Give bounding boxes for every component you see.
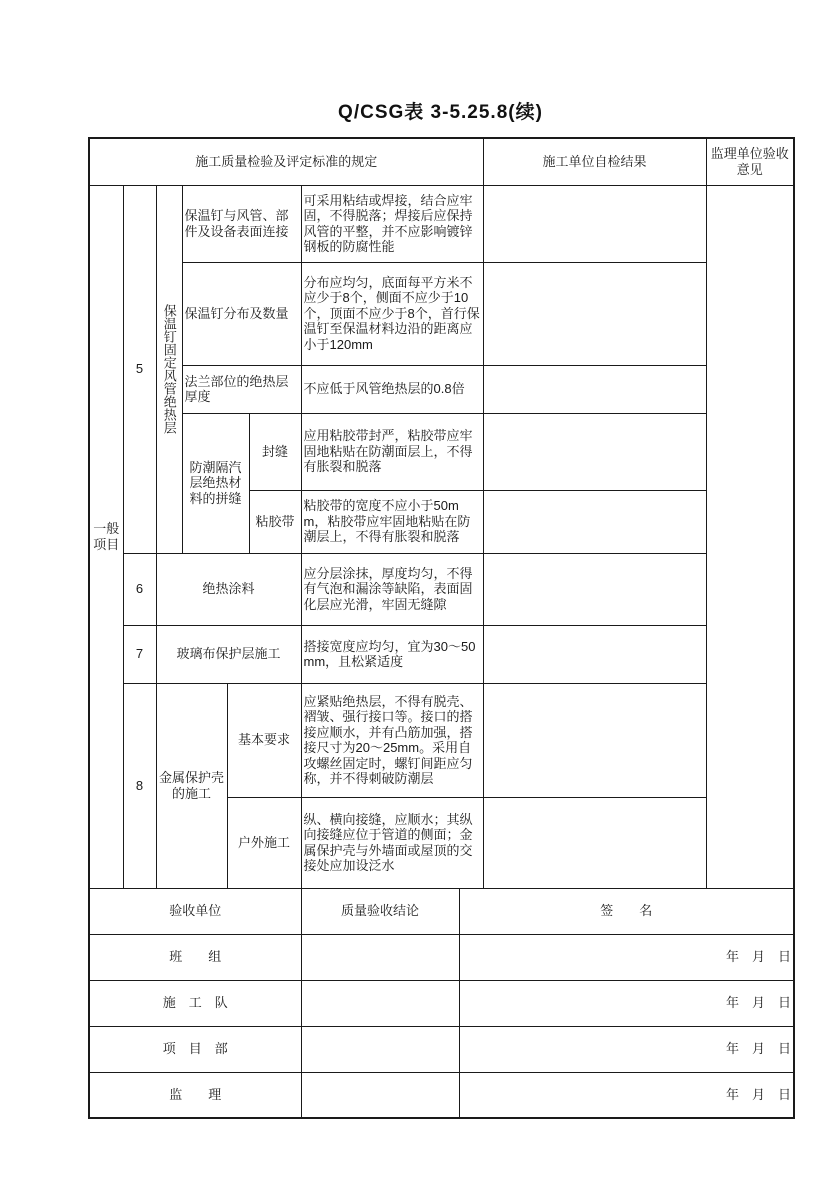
row-5-seal [89, 413, 794, 490]
page-title: Q/CSG表 3-5.25.8(续) [338, 102, 543, 123]
conclusion-cell[interactable] [301, 1072, 459, 1118]
item-5-number: 5 [123, 185, 156, 553]
item-8-number: 8 [123, 683, 156, 888]
criteria-text: 应紧贴绝热层，不得有脱壳、褶皱、强行接口等。接口的搭接应顺水，并有凸筋加强，搭接尺寸为20～25mm。采用自攻螺丝固定时，螺钉间距应匀称，并不得刺破防潮层 [301, 683, 483, 797]
item-7-number: 7 [123, 625, 156, 683]
item-label: 户外施工 [227, 797, 301, 888]
signature-date-cell: 年 月 日 [459, 1072, 794, 1118]
criteria-text: 应用粘胶带封严，粘胶带应牢固地粘贴在防潮面层上，不得有胀裂和脱落 [301, 413, 483, 490]
self-check-cell[interactable] [483, 262, 706, 365]
signature-header: 签 名 [459, 888, 794, 934]
criteria-text: 应分层涂抹，厚度均匀，不得有气泡和漏涂等缺陷，表面固化层应光滑，牢固无缝隙 [301, 553, 483, 625]
item-5-group-label: 保温钉固定风管绝热层 [156, 185, 182, 553]
criteria-text: 粘胶带的宽度不应小于50mm，粘胶带应牢固地粘贴在防潮层上，不得有胀裂和脱落 [301, 490, 483, 553]
unit-label: 班 组 [89, 934, 301, 980]
item-label: 法兰部位的绝热层厚度 [182, 365, 301, 413]
conclusion-header: 质量验收结论 [301, 888, 459, 934]
acceptance-row-team [89, 934, 794, 980]
self-check-cell[interactable] [483, 490, 706, 553]
row-7-glass-cloth [89, 625, 794, 683]
self-check-cell[interactable] [483, 365, 706, 413]
self-check-column-header: 施工单位自检结果 [483, 138, 706, 185]
row-5-connection [89, 185, 794, 262]
self-check-cell[interactable] [483, 553, 706, 625]
acceptance-row-project-dept [89, 1026, 794, 1072]
self-check-cell[interactable] [483, 797, 706, 888]
criteria-column-header: 施工质量检验及评定标准的规定 [89, 138, 483, 185]
row-5-flange [89, 365, 794, 413]
item-label: 绝热涂料 [156, 553, 301, 625]
acceptance-row-supervisor [89, 1072, 794, 1118]
criteria-text: 纵、横向接缝，应顺水；其纵向接缝应位于管道的侧面；金属保护壳与外墙面或屋顶的交接处应加设泛水 [301, 797, 483, 888]
item-label: 玻璃布保护层施工 [156, 625, 301, 683]
signature-date-cell: 年 月 日 [459, 1026, 794, 1072]
row-8-basic [89, 683, 794, 797]
row-5-distribution [89, 262, 794, 365]
criteria-text: 不应低于风管绝热层的0.8倍 [301, 365, 483, 413]
item-label: 粘胶带 [249, 490, 301, 553]
item-label: 封缝 [249, 413, 301, 490]
signature-date-cell: 年 月 日 [459, 934, 794, 980]
unit-label: 项 目 部 [89, 1026, 301, 1072]
supervisor-opinion-cell[interactable] [706, 185, 794, 888]
criteria-text: 分布应均匀，底面每平方米不应少于8个，侧面不应少于10个，顶面不应少于8个，首行保温钉至保温材料边沿的距离应小于120mm [301, 262, 483, 365]
item-label: 保温钉与风管、部件及设备表面连接 [182, 185, 301, 262]
supervisor-column-header: 监理单位验收意见 [706, 138, 794, 185]
seam-group-label: 防潮隔汽层绝热材料的拼缝 [182, 413, 249, 553]
acceptance-header-row [89, 888, 794, 934]
acceptance-unit-header: 验收单位 [89, 888, 301, 934]
conclusion-cell[interactable] [301, 934, 459, 980]
criteria-text: 可采用粘结或焊接，结合应牢固，不得脱落；焊接后应保持风管的平整，并不应影响镀锌钢板的防腐性能 [301, 185, 483, 262]
item-label: 基本要求 [227, 683, 301, 797]
row-6-coating [89, 553, 794, 625]
item-label: 保温钉分布及数量 [182, 262, 301, 365]
conclusion-cell[interactable] [301, 1026, 459, 1072]
self-check-cell[interactable] [483, 683, 706, 797]
signature-date-cell: 年 月 日 [459, 980, 794, 1026]
inspection-table [88, 137, 795, 1119]
self-check-cell[interactable] [483, 185, 706, 262]
unit-label: 施 工 队 [89, 980, 301, 1026]
category-cell: 一般项目 [89, 185, 123, 888]
acceptance-row-crew [89, 980, 794, 1026]
criteria-text: 搭接宽度应均匀，宜为30～50mm，且松紧适度 [301, 625, 483, 683]
unit-label: 监 理 [89, 1072, 301, 1118]
self-check-cell[interactable] [483, 413, 706, 490]
item-8-group-label: 金属保护壳的施工 [156, 683, 227, 888]
self-check-cell[interactable] [483, 625, 706, 683]
header-row [89, 138, 794, 185]
item-6-number: 6 [123, 553, 156, 625]
conclusion-cell[interactable] [301, 980, 459, 1026]
